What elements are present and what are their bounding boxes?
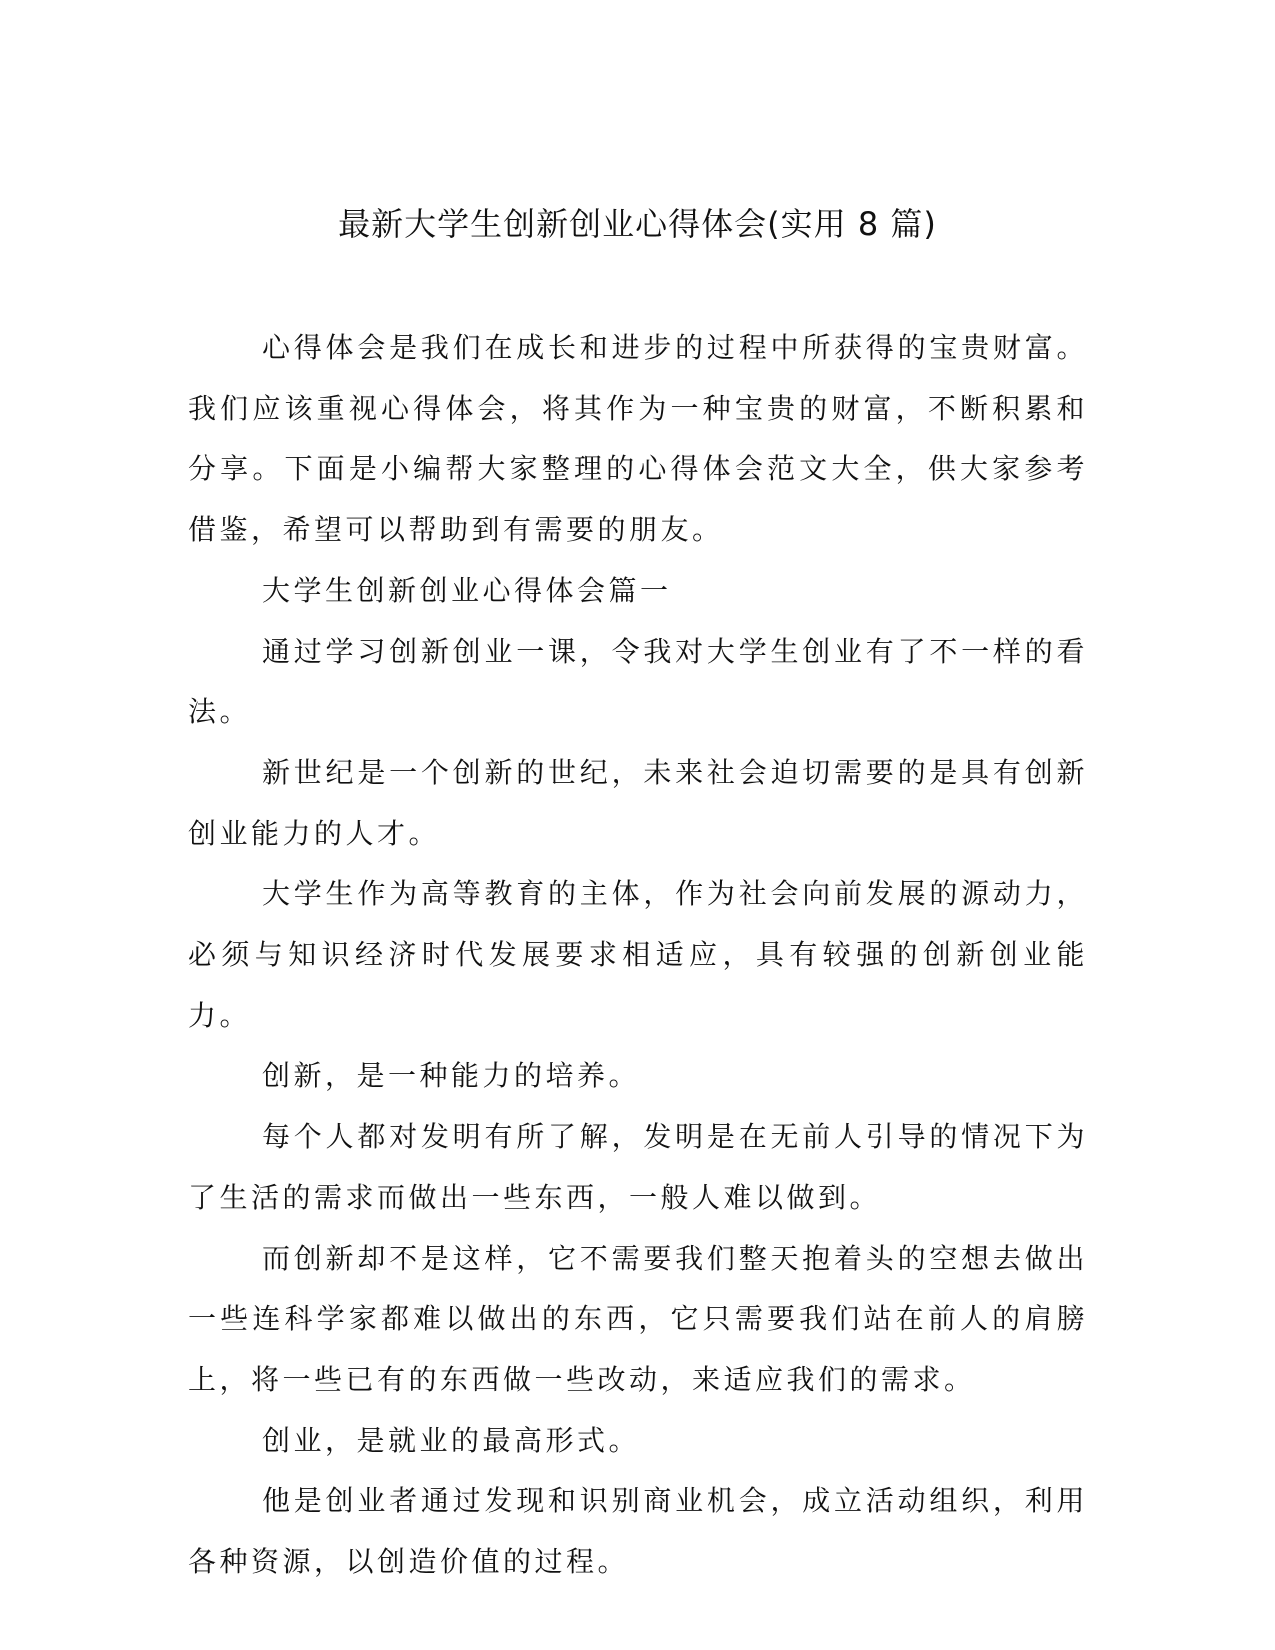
paragraph: 大学生作为高等教育的主体，作为社会向前发展的源动力，必须与知识经济时代发展要求相适应，具有较强的创新创业能力。: [188, 877, 1088, 1032]
paragraph: 每个人都对发明有所了解，发明是在无前人引导的情况下为了生活的需求而做出一些东西，一般人难以做到。: [188, 1120, 1088, 1214]
paragraph: 通过学习创新创业一课，令我对大学生创业有了不一样的看法。: [188, 634, 1088, 729]
paragraph: 创业，是就业的最高形式。: [262, 1423, 641, 1457]
document-body: [188, 318, 1088, 1593]
paragraph: 新世纪是一个创新的世纪，未来社会迫切需要的是具有创新创业能力的人才。: [188, 755, 1088, 850]
intro-paragraph: 心得体会是我们在成长和进步的过程中所获得的宝贵财富。我们应该重视心得体会，将其作为一种宝贵的财富，不断积累和分享。下面是小编帮大家整理的心得体会范文大全，供大家参考借鉴，希望可以帮助到有需要的朋友。: [188, 331, 1088, 547]
paragraph: 他是创业者通过发现和识别商业机会，成立活动组织，利用各种资源，以创造价值的过程。: [188, 1484, 1088, 1579]
document-title: 最新大学生创新创业心得体会(实用 8 篇): [338, 205, 937, 243]
section-heading: 大学生创新创业心得体会篇一: [262, 573, 672, 607]
paragraph: 创新，是一种能力的培养。: [262, 1059, 641, 1093]
paragraph: 而创新却不是这样，它不需要我们整天抱着头的空想去做出一些连科学家都难以做出的东西，它只需要我们站在前人的肩膀上，将一些已有的东西做一些改动，来适应我们的需求。: [188, 1241, 1088, 1396]
